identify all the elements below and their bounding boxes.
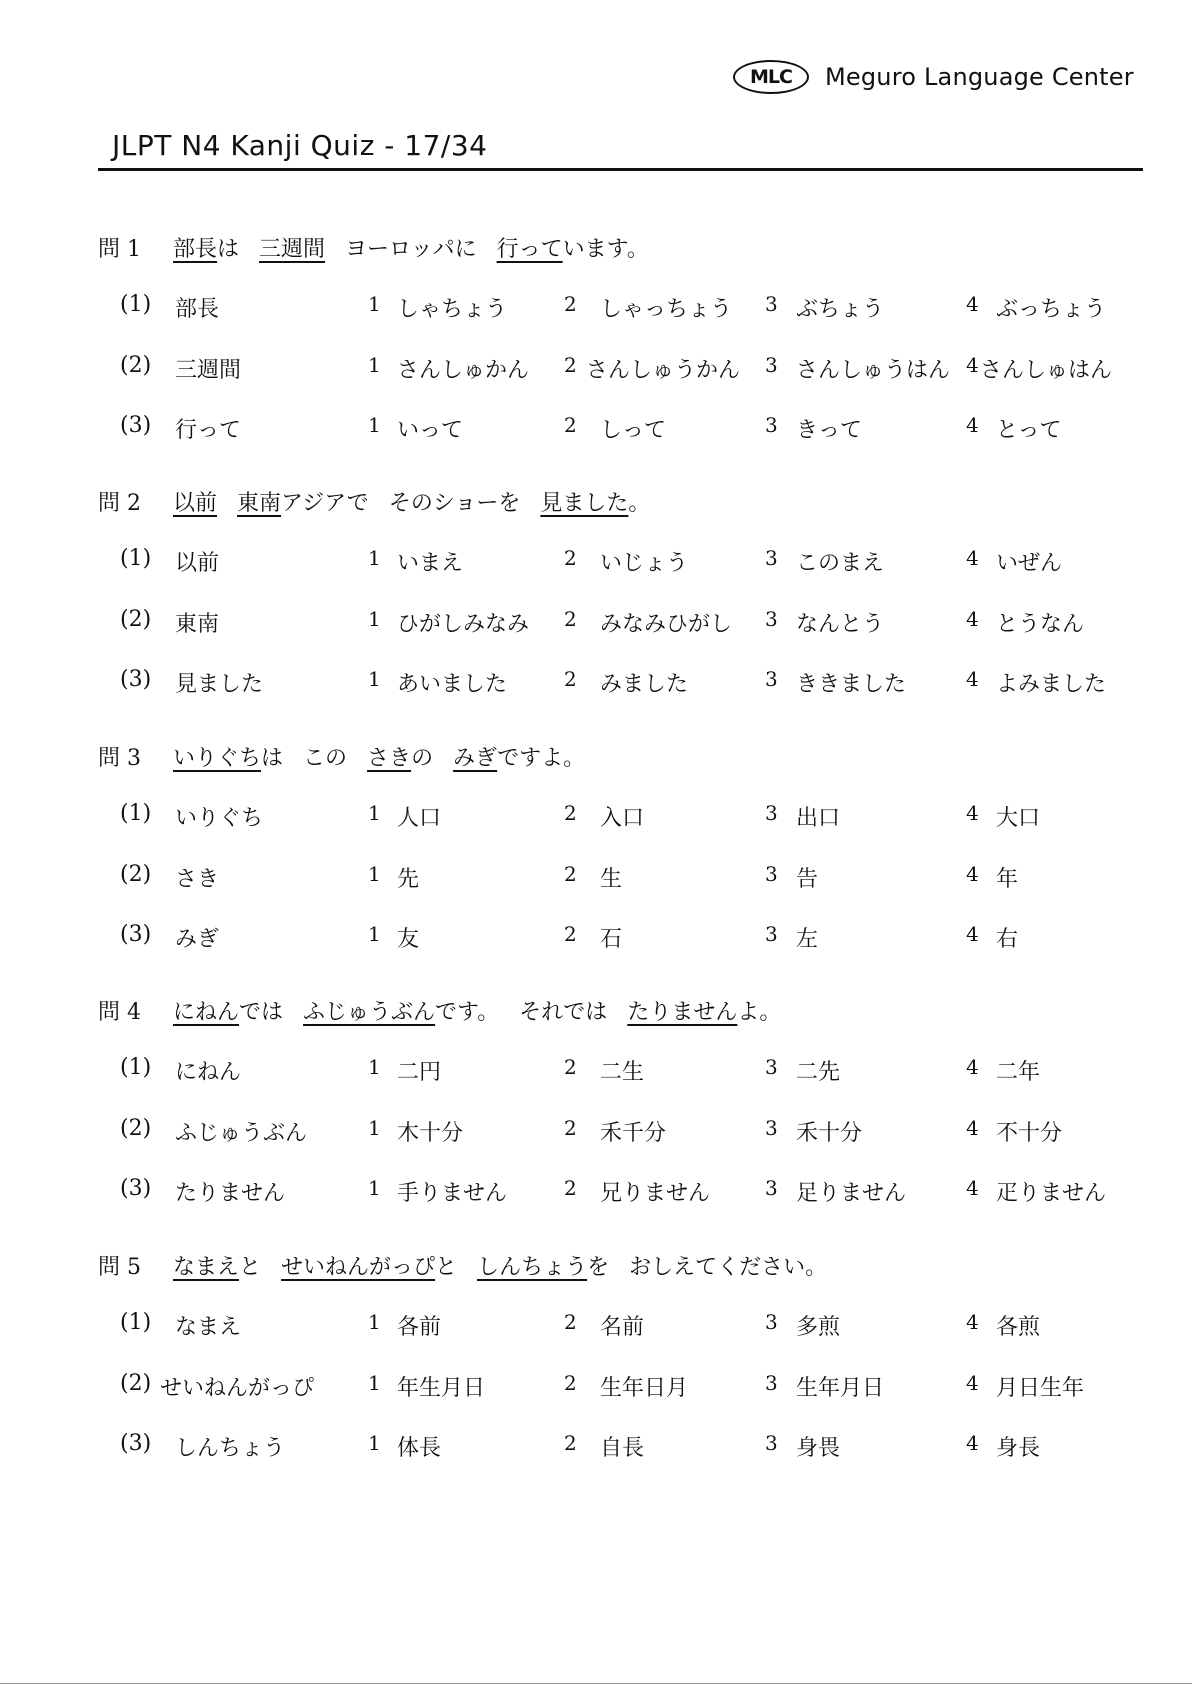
option-number: 3 — [765, 861, 778, 886]
question-block — [98, 995, 1158, 1237]
answer-option[interactable]: 年 — [996, 866, 1019, 892]
underlined-target-word: なまえ — [173, 1255, 240, 1280]
answer-option[interactable]: 年生月日 — [397, 1375, 486, 1401]
item-index: (2) — [120, 1370, 152, 1396]
option-number: 4 — [966, 1115, 979, 1140]
answer-option[interactable]: とって — [996, 418, 1062, 444]
item-index: (1) — [120, 1055, 152, 1080]
answer-option[interactable]: 身長 — [996, 1436, 1041, 1462]
option-number: 3 — [765, 352, 778, 377]
question-header — [98, 741, 1158, 801]
sentence-text: おしえてください。 — [629, 1255, 828, 1280]
option-number: 2 — [564, 922, 577, 947]
answer-option[interactable]: いじょう — [600, 551, 689, 576]
sentence-text: です。 — [435, 1000, 500, 1025]
option-number: 1 — [368, 413, 381, 438]
option-number: 4 — [966, 1310, 979, 1334]
answer-option[interactable]: 足りません — [796, 1181, 907, 1207]
option-number: 1 — [368, 1055, 381, 1079]
option-number: 2 — [564, 667, 577, 692]
sentence-text: の — [411, 746, 434, 771]
answer-option[interactable]: いって — [397, 418, 464, 444]
answer-row — [98, 1371, 1158, 1432]
item-index: (2) — [120, 861, 152, 887]
answer-option[interactable]: 名前 — [600, 1315, 645, 1340]
item-index: (2) — [120, 1115, 152, 1141]
sentence-text: では — [239, 1000, 284, 1025]
option-number: 3 — [765, 546, 778, 570]
answer-option[interactable]: しゃちょう — [397, 297, 508, 322]
answer-option[interactable]: 禾千分 — [600, 1120, 667, 1146]
option-number: 4 — [966, 352, 979, 377]
question-sentence — [173, 741, 585, 772]
option-number: 1 — [368, 606, 381, 631]
item-word: 部長 — [175, 297, 220, 322]
option-number: 1 — [368, 667, 381, 692]
sentence-text: ですよ。 — [497, 746, 586, 771]
underlined-target-word: 以前 — [173, 491, 218, 516]
answer-row — [98, 862, 1158, 923]
underlined-target-word: せいねんがっぴ — [281, 1255, 436, 1280]
item-word: 行って — [175, 418, 242, 444]
option-number: 3 — [765, 667, 778, 692]
answer-option[interactable]: 各煎 — [996, 1315, 1041, 1340]
option-number: 4 — [966, 1431, 979, 1456]
option-number: 1 — [368, 801, 381, 825]
answer-row — [98, 1431, 1158, 1492]
underlined-target-word: 行って — [496, 237, 563, 262]
answer-option[interactable]: しって — [600, 418, 667, 444]
item-word: いりぐち — [175, 806, 264, 831]
sentence-text: それでは — [519, 1000, 608, 1025]
question-sentence — [173, 1250, 827, 1281]
option-number: 1 — [368, 1115, 381, 1140]
option-number: 2 — [564, 1370, 577, 1395]
option-number: 3 — [765, 1176, 778, 1201]
option-number: 3 — [765, 292, 778, 316]
underlined-target-word: 東南 — [237, 491, 282, 516]
question-header — [98, 995, 1158, 1055]
sentence-text: と — [239, 1255, 262, 1280]
sentence-text: よ。 — [737, 1000, 782, 1025]
item-index: (3) — [120, 1431, 152, 1457]
option-number: 2 — [564, 1431, 577, 1456]
answer-option[interactable]: 兄りません — [600, 1181, 711, 1207]
question-sentence — [173, 995, 781, 1026]
item-index: (2) — [120, 352, 152, 378]
answer-row — [98, 353, 1158, 414]
answer-option[interactable]: なんとう — [796, 611, 885, 637]
answer-row — [98, 292, 1158, 353]
item-index: (1) — [120, 292, 152, 317]
answer-option[interactable]: とうなん — [996, 611, 1085, 637]
option-number: 1 — [368, 1310, 381, 1334]
sentence-text: は — [261, 746, 284, 771]
answer-option[interactable]: 二年 — [996, 1060, 1041, 1085]
answer-option[interactable]: みなみひがし — [600, 611, 733, 637]
question-header — [98, 486, 1158, 546]
option-number: 4 — [966, 801, 979, 825]
question-number: 問 5 — [98, 1255, 141, 1280]
answer-option[interactable]: 身畏 — [796, 1436, 841, 1462]
answer-option[interactable]: ひがしみなみ — [397, 611, 530, 637]
answer-option[interactable]: 手りません — [397, 1181, 508, 1207]
question-number: 問 4 — [98, 1000, 141, 1025]
option-number: 4 — [966, 413, 979, 438]
question-sentence — [173, 486, 650, 517]
answer-option[interactable]: きって — [796, 418, 863, 444]
underlined-target-word: たりません — [627, 1000, 738, 1025]
option-number: 1 — [368, 292, 381, 316]
item-index: (1) — [120, 546, 152, 571]
option-number: 2 — [564, 606, 577, 631]
answer-option[interactable]: さんしゅはん — [980, 357, 1113, 383]
option-number: 3 — [765, 1115, 778, 1140]
answer-option[interactable]: 出口 — [796, 806, 841, 831]
answer-option[interactable]: よみました — [996, 672, 1107, 698]
answer-option[interactable]: 大口 — [996, 806, 1041, 831]
option-number: 3 — [765, 1431, 778, 1456]
title-divider — [98, 168, 1143, 171]
option-number: 4 — [966, 1176, 979, 1201]
underlined-target-word: しんちょう — [477, 1255, 588, 1280]
underlined-target-word: にねん — [173, 1000, 240, 1025]
item-index: (3) — [120, 922, 152, 948]
question-block — [98, 232, 1158, 474]
question-header — [98, 1250, 1158, 1310]
option-number: 4 — [966, 1055, 979, 1079]
item-word: 見ました — [175, 672, 264, 698]
answer-option[interactable]: 不十分 — [996, 1120, 1063, 1146]
org-name: Meguro Language Center — [825, 63, 1134, 91]
answer-option[interactable]: しゃっちょう — [600, 297, 733, 322]
answer-row — [98, 1116, 1158, 1177]
answer-option[interactable]: 多煎 — [796, 1315, 841, 1340]
option-number: 4 — [966, 922, 979, 947]
answer-option[interactable]: 入口 — [600, 806, 645, 831]
answer-option[interactable]: みました — [600, 672, 689, 698]
answer-option[interactable]: 生 — [600, 866, 623, 892]
sentence-text: ヨーロッパに — [345, 237, 477, 262]
underlined-target-word: さき — [367, 746, 412, 771]
quiz-title: JLPT N4 Kanji Quiz - 17/34 — [112, 129, 488, 162]
answer-option[interactable]: さんしゅうかん — [586, 357, 741, 383]
option-number: 2 — [564, 1176, 577, 1201]
answer-option[interactable]: 石 — [600, 927, 623, 953]
answer-option[interactable]: 生年日月 — [600, 1375, 689, 1401]
answer-option[interactable]: さんしゅうはん — [796, 357, 951, 383]
answer-option[interactable]: ぶっちょう — [996, 297, 1107, 322]
sentence-text: アジアで — [281, 491, 369, 516]
org-logo — [733, 60, 1134, 94]
answer-option[interactable]: ぶちょう — [796, 297, 885, 322]
item-index: (3) — [120, 413, 152, 439]
item-index: (1) — [120, 1310, 152, 1335]
underlined-target-word: みぎ — [453, 746, 498, 771]
answer-option[interactable]: 体長 — [397, 1436, 442, 1462]
option-number: 3 — [765, 413, 778, 438]
answer-row — [98, 922, 1158, 983]
answer-option[interactable]: 人口 — [397, 806, 442, 831]
item-index: (3) — [120, 1176, 152, 1202]
answer-row — [98, 1176, 1158, 1237]
sentence-text: そのショーを — [388, 491, 521, 516]
question-header — [98, 232, 1158, 292]
question-block — [98, 1250, 1158, 1492]
question-number: 問 2 — [98, 491, 141, 516]
answer-option[interactable]: あいました — [397, 672, 508, 698]
answer-option[interactable]: このまえ — [796, 551, 885, 576]
option-number: 4 — [966, 546, 979, 570]
item-word: たりません — [175, 1181, 286, 1207]
option-number: 4 — [966, 292, 979, 316]
item-word: 東南 — [175, 611, 220, 637]
item-index: (1) — [120, 801, 152, 826]
item-word: にねん — [175, 1060, 242, 1085]
option-number: 2 — [564, 413, 577, 438]
option-number: 2 — [564, 546, 577, 570]
question-sentence — [173, 232, 649, 263]
underlined-target-word: 見ました — [540, 491, 629, 516]
answer-row — [98, 1310, 1158, 1371]
option-number: 1 — [368, 1370, 381, 1395]
answer-option[interactable]: 禾十分 — [796, 1120, 863, 1146]
option-number: 1 — [368, 1431, 381, 1456]
item-word: なまえ — [175, 1315, 242, 1340]
option-number: 3 — [765, 606, 778, 631]
option-number: 2 — [564, 1310, 577, 1334]
underlined-target-word: 三週間 — [259, 237, 326, 262]
option-number: 3 — [765, 801, 778, 825]
answer-row — [98, 546, 1158, 607]
answer-row — [98, 667, 1158, 728]
page-bottom-divider — [0, 1683, 1192, 1684]
answer-option[interactable]: 各前 — [397, 1315, 442, 1340]
item-word: ふじゅうぶん — [175, 1120, 308, 1146]
answer-option[interactable]: 左 — [796, 927, 819, 953]
answer-option[interactable]: 告 — [796, 866, 819, 892]
item-word: 三週間 — [175, 357, 242, 383]
answer-option[interactable]: 自長 — [600, 1436, 645, 1462]
option-number: 4 — [966, 1370, 979, 1395]
option-number: 2 — [564, 1115, 577, 1140]
question-block — [98, 741, 1158, 983]
option-number: 2 — [564, 861, 577, 886]
underlined-target-word: いりぐち — [173, 746, 262, 771]
option-number: 2 — [564, 292, 577, 316]
answer-option[interactable]: 木十分 — [397, 1120, 464, 1146]
answer-option[interactable]: 右 — [996, 927, 1019, 953]
item-index: (2) — [120, 606, 152, 632]
option-number: 1 — [368, 546, 381, 570]
sentence-text: 。 — [628, 491, 651, 516]
item-word: せいねんがっぴ — [160, 1375, 315, 1401]
answer-option[interactable]: いまえ — [397, 551, 464, 576]
answer-option[interactable]: 二生 — [600, 1060, 645, 1085]
option-number: 3 — [765, 1310, 778, 1334]
option-number: 1 — [368, 861, 381, 886]
option-number: 3 — [765, 922, 778, 947]
option-number: 1 — [368, 352, 381, 377]
underlined-target-word: ふじゅうぶん — [303, 1000, 436, 1025]
question-block — [98, 486, 1158, 728]
answer-option[interactable]: 先 — [397, 866, 420, 892]
answer-option[interactable]: 疋りません — [996, 1181, 1107, 1207]
option-number: 3 — [765, 1370, 778, 1395]
question-number: 問 3 — [98, 746, 141, 771]
item-word: 以前 — [175, 551, 220, 576]
item-word: しんちょう — [175, 1436, 286, 1462]
option-number: 2 — [564, 1055, 577, 1079]
answer-option[interactable]: 月日生年 — [996, 1375, 1085, 1401]
option-number: 1 — [368, 922, 381, 947]
question-number: 問 1 — [98, 237, 141, 262]
sentence-text: います。 — [562, 237, 649, 262]
answer-option[interactable]: いぜん — [996, 551, 1063, 576]
underlined-target-word: 部長 — [173, 237, 218, 262]
option-number: 2 — [564, 352, 577, 377]
item-index: (3) — [120, 667, 152, 693]
answer-option[interactable]: ききました — [796, 672, 907, 698]
answer-row — [98, 801, 1158, 862]
item-word: みぎ — [175, 927, 220, 953]
item-word: さき — [175, 866, 220, 892]
option-number: 1 — [368, 1176, 381, 1201]
answer-option[interactable]: さんしゅかん — [397, 357, 530, 383]
sentence-text: と — [435, 1255, 458, 1280]
answer-option[interactable]: 生年月日 — [796, 1375, 885, 1401]
option-number: 4 — [966, 606, 979, 631]
sentence-text: は — [217, 237, 240, 262]
answer-option[interactable]: 二円 — [397, 1060, 442, 1085]
answer-option[interactable]: 二先 — [796, 1060, 841, 1085]
sentence-text: この — [303, 746, 348, 771]
mlc-logo-mark: MLC — [733, 60, 809, 94]
option-number: 4 — [966, 667, 979, 692]
option-number: 4 — [966, 861, 979, 886]
answer-row — [98, 607, 1158, 668]
answer-row — [98, 1055, 1158, 1116]
answer-row — [98, 413, 1158, 474]
sentence-text: を — [587, 1255, 610, 1280]
option-number: 2 — [564, 801, 577, 825]
option-number: 3 — [765, 1055, 778, 1079]
answer-option[interactable]: 友 — [397, 927, 420, 953]
